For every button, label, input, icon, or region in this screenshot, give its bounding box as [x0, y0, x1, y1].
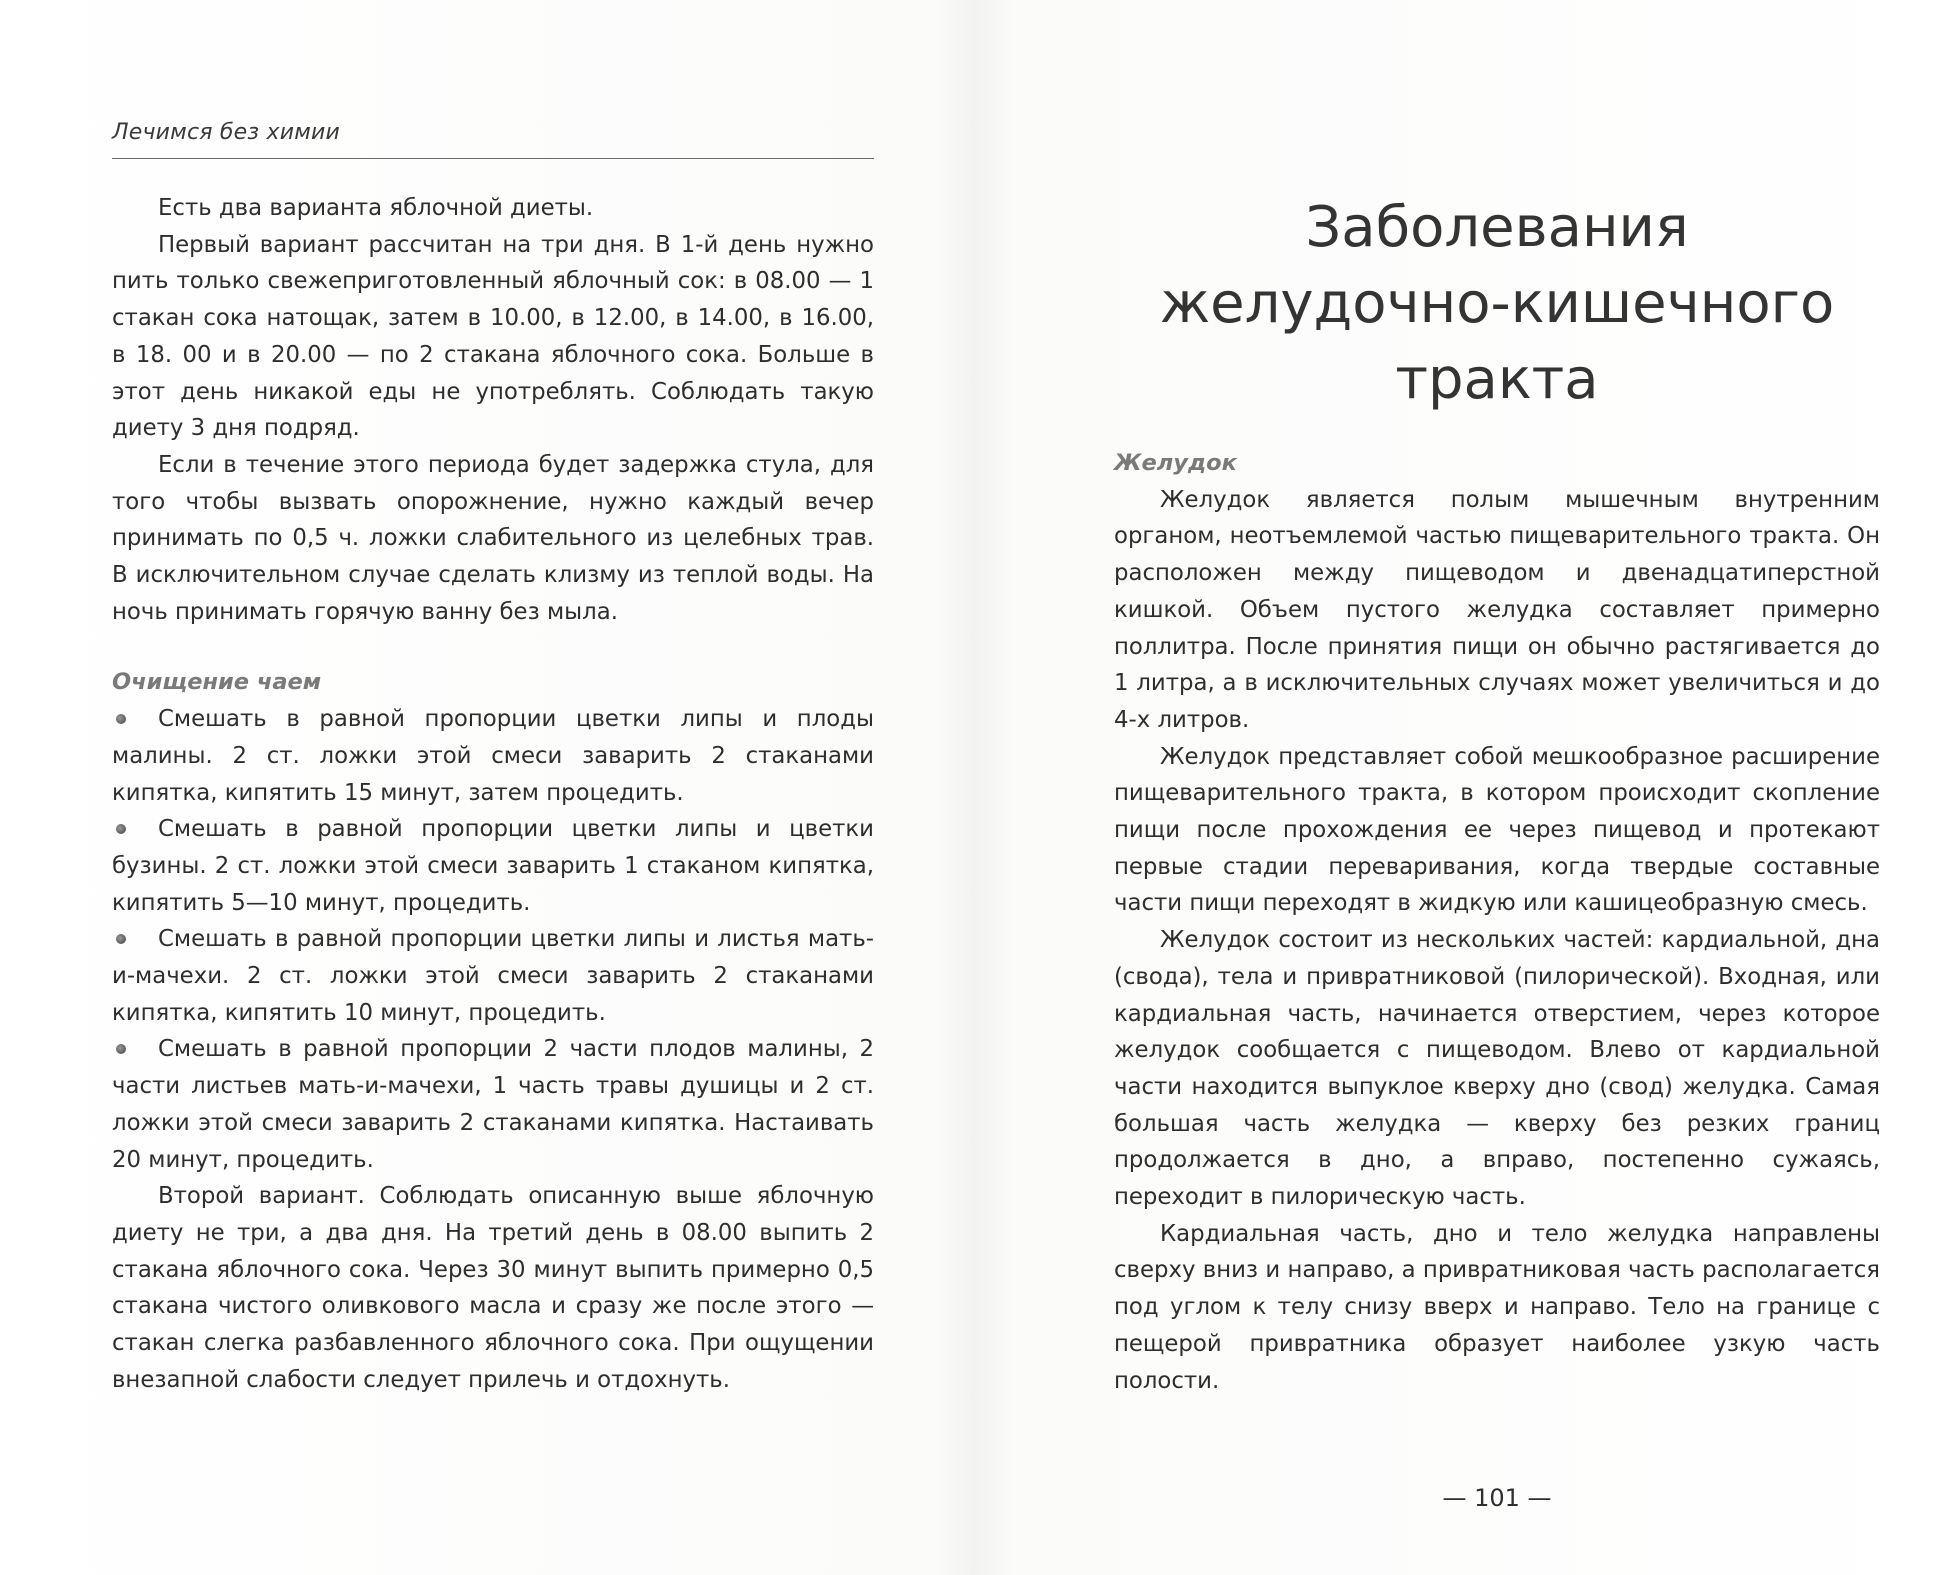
bullet-item: [112, 1031, 874, 1178]
bullet-text: Смешать в равной пропорции 2 части плодов малины, 2 части листьев мать-и-мачехи, 1 часть травы душицы и 2 ст. ложки этой смеси заварить 2 стаканами кипятка. Настаивать 20 минут, процедить.: [112, 1036, 874, 1173]
chapter-title-line: Заболевания: [1305, 195, 1689, 260]
paragraph: Желудок представляет собой мешкообразное расширение пищеварительного тракта, в котором происходит скопление пищи после прохождения ее через пищевод и протекают первые стадии переваривания, когда твердые составные части пищи переходят в жидкую или кашицеобразную смесь.: [1114, 743, 1880, 917]
paragraph: Первый вариант рассчитан на три дня. В 1-й день нужно пить только свежеприготовленный яблочный сок: в 08.00 — 1 стакан сока натощак, затем в 10.00, в 12.00, в 14.00, в 16.00, в 18. 00 и в 20.00 — по 2 стакана яблочного сока. Больше в этот день никакой еды не употреблять. Соблюдать такую диету 3 дня подряд.: [112, 231, 874, 442]
bullet-text: Смешать в равной пропорции цветки липы и цветки бузины. 2 ст. ложки этой смеси заварить 1 стаканом кипятка, кипятить 5—10 минут, процедить.: [112, 816, 874, 916]
paragraph: Желудок состоит из нескольких частей: кардиальной, дна (свода), тела и привратниковой (пилорической). Входная, или кардиальная часть, начинается отверстием, через которое желудок сообщается с пищеводом. Влево от кардиальной части находится выпуклое кверху дно (свод) желудка. Самая большая часть желудка — кверху без резких границ продолжается в дно, а вправо, постепенно сужаясь, переходит в пилорическую часть.: [1114, 927, 1880, 1211]
chapter-title-line: желудочно-кишечного: [1159, 271, 1835, 336]
chapter-title-line: тракта: [1395, 347, 1599, 412]
bullet-item: [112, 921, 874, 1031]
paragraph: Кардиальная часть, дно и тело желудка направлены сверху вниз и направо, а привратниковая часть располагается под углом к телу снизу вверх и направо. Тело на границе с пещерой привратника образует наиболее узкую часть полости.: [1114, 1220, 1880, 1394]
bullet-text: Смешать в равной пропорции цветки липы и плоды малины. 2 ст. ложки этой смеси заварить 2 стаканами кипятка, кипятить 15 минут, затем процедить.: [112, 706, 874, 806]
bullet-item: [112, 701, 874, 811]
left-page: [112, 0, 874, 1575]
paragraph: Если в течение этого периода будет задержка стула, для того чтобы вызвать опорожнение, нужно каждый вечер принимать по 0,5 ч. ложки слабительного из целебных трав. В исключительном случае сделать клизму из теплой воды. На ночь принимать горячую ванну без мыла.: [112, 451, 874, 625]
bullet-text: Смешать в равной пропорции цветки липы и листья мать-и-мачехи. 2 ст. ложки этой смеси заварить 2 стаканами кипятка, кипятить 10 минут, процедить.: [112, 926, 874, 1026]
right-page: [1114, 0, 1880, 1575]
paragraph: Второй вариант. Соблюдать описанную выше яблочную диету не три, а два дня. На третий день в 08.00 выпить 2 стакана яблочного сока. Через 30 минут выпить примерно 0,5 стакана чистого оливкового масла и сразу же после этого — стакан слегка разбавленного яблочного сока. При ощущении внезапной слабости следует прилечь и отдохнуть.: [112, 1183, 874, 1393]
running-header: Лечимся без химии: [112, 120, 340, 145]
paragraph: Есть два варианта яблочной диеты.: [158, 195, 594, 221]
chapter-title: [1114, 190, 1880, 418]
bullet-dot-icon: [116, 824, 126, 834]
bullet-dot-icon: [116, 1044, 126, 1054]
bullet-dot-icon: [116, 934, 126, 944]
subheading-tea-cleansing: Очищение чаем: [112, 669, 322, 696]
left-page-body: [112, 190, 874, 1399]
right-page-body: [1114, 445, 1880, 1399]
header-rule: [112, 158, 874, 159]
subheading-stomach: Желудок: [1114, 450, 1237, 476]
bullet-dot-icon: [116, 714, 126, 724]
bullet-item: [112, 811, 874, 921]
paragraph: Желудок является полым мышечным внутренним органом, неотъемлемой частью пищеварительного тракта. Он расположен между пищеводом и двенадцатиперстной кишкой. Объем пустого желудка составляет примерно поллитра. После принятия пищи он обычно растягивается до 1 литра, а в исключительных случаях может увеличиться и до 4-х литров.: [1114, 486, 1880, 733]
page-number: — 101 —: [1442, 1484, 1552, 1512]
